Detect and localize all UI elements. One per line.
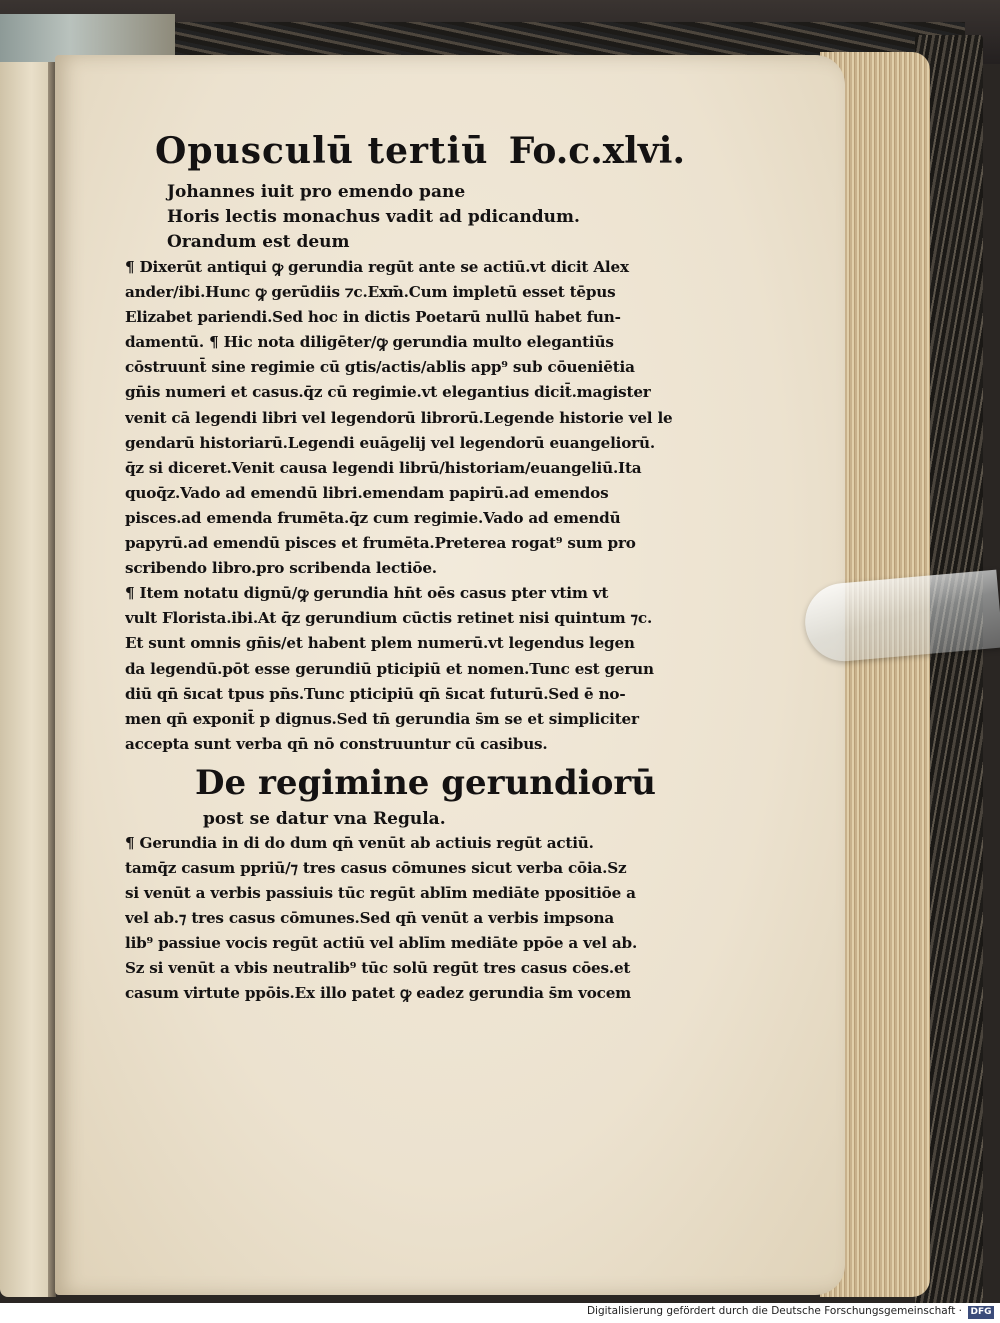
body-line: accepta sunt verba qn̄ nō construuntur cū casibus. — [125, 734, 548, 753]
body-line: ¶ Item notatu dignū/ꝙ gerundia hn̄t oēs casus pter vtim vt — [125, 584, 609, 603]
section-heading: De regimine gerundiorū — [195, 762, 657, 803]
body-line: tamq̄z casum ppriū/⁊ tres casus cōmunes sicut verba cōia.Sz — [125, 858, 627, 877]
body-line: pisces.ad emenda frumēta.q̄z cum regimie.Vado ad emendū — [125, 508, 621, 527]
body-line: quoq̄z.Vado ad emendū libri.emendam papirū.ad emendos — [125, 483, 609, 502]
digitization-credit: Digitalisierung gefördert durch die Deutsche Forschungsgemeinschaft · — [586, 1305, 962, 1317]
body-line: ¶ Gerundia in di do dum qn̄ venūt ab actiuis regūt actiū. — [125, 833, 594, 852]
body-line: Sz si venūt a vbis neutralib⁹ tūc solū regūt tres casus cōes.et — [125, 959, 631, 978]
intro-line: Orandum est deum — [167, 232, 350, 252]
body-line: Et sunt omnis gn̄is/et habent plem numerū.vt legendus legen — [125, 634, 635, 653]
body-line: Elizabet pariendi.Sed hoc in dictis Poetarū nullū habet fun- — [125, 308, 621, 327]
body-line: vult Florista.ibi.At q̄z gerundium cūctis retinet nisi quintum ⁊c. — [125, 609, 653, 628]
footer-bar — [0, 1303, 1000, 1323]
body-line: men qn̄ exponit̄ p dignus.Sed tn̄ gerundia s̄m se et simpliciter — [125, 709, 639, 728]
body-line: si venūt a verbis passiuis tūc regūt ablīm mediāte ppositiōe a — [125, 884, 636, 903]
body-line: damentū. ¶ Hic nota diligēter/ꝙ gerundia multo elegantiūs — [125, 333, 614, 352]
body-line: da legendū.pōt esse gerundiū pticipiū et nomen.Tunc est gerun — [125, 659, 654, 678]
body-paragraphs — [125, 255, 690, 757]
body-line: diū qn̄ s̄ıcat tpus pn̄s.Tunc pticipiū qn̄ s̄ıcat futurū.Sed ē no- — [125, 684, 626, 703]
body-line: lib⁹ passiue vocis regūt actiū vel ablīm mediāte ppōe a vel ab. — [125, 934, 638, 953]
folio-number: Fo.c.xlvi. — [508, 130, 685, 172]
body-line: q̄z si diceret.Venit causa legendi librū/historiam/euangeliū.Ita — [125, 458, 642, 477]
body-line: gendarū historiarū.Legendi euāgelij vel legendorū euangeliorū. — [125, 433, 655, 452]
body-line: venit cā legendi libri vel legendorū librorū.Legende historie vel le — [125, 408, 673, 427]
body-line: cōstruunt̄ sine regimie cū gtis/actis/ablis app⁹ sub cōueniētia — [125, 358, 635, 377]
dfg-logo-icon: DFG — [968, 1306, 994, 1319]
body-line: ander/ibi.Hunc ꝙ gerūdiis ⁊c.Exm̄.Cum impletū esset tēpus — [125, 283, 616, 302]
body-line: papyrū.ad emendū pisces et frumēta.Preterea rogat⁹ sum pro — [125, 534, 636, 553]
page-holder-clip — [802, 570, 1000, 665]
body-line: ¶ Dixerūt antiqui ꝙ gerundia regūt ante se actiū.vt dicit Alex — [125, 258, 629, 276]
body-line: casum virtute ppōis.Ex illo patet ꝙ eadez gerundia s̄m vocem — [125, 984, 632, 1003]
left-page-leaf — [0, 62, 52, 1297]
body-line: gn̄is numeri et casus.q̄z cū regimie.vt elegantius dicit̄.magister — [125, 383, 651, 402]
section-subheading: post se datur vna Regula. — [203, 808, 446, 829]
intro-line: Johannes iuit pro emendo pane — [167, 182, 466, 202]
section-paragraph — [125, 831, 690, 1007]
header-title: Opusculū tertiū — [155, 130, 489, 172]
intro-line: Horis lectis monachus vadit ad pdicandum. — [167, 207, 580, 227]
body-line: scribendo libro.pro scribenda lectiōe. — [125, 559, 437, 578]
body-line: vel ab.⁊ tres casus cōmunes.Sed qn̄ venūt a verbis impsona — [125, 909, 615, 928]
running-header — [155, 130, 685, 172]
printed-text-block — [125, 130, 690, 1007]
